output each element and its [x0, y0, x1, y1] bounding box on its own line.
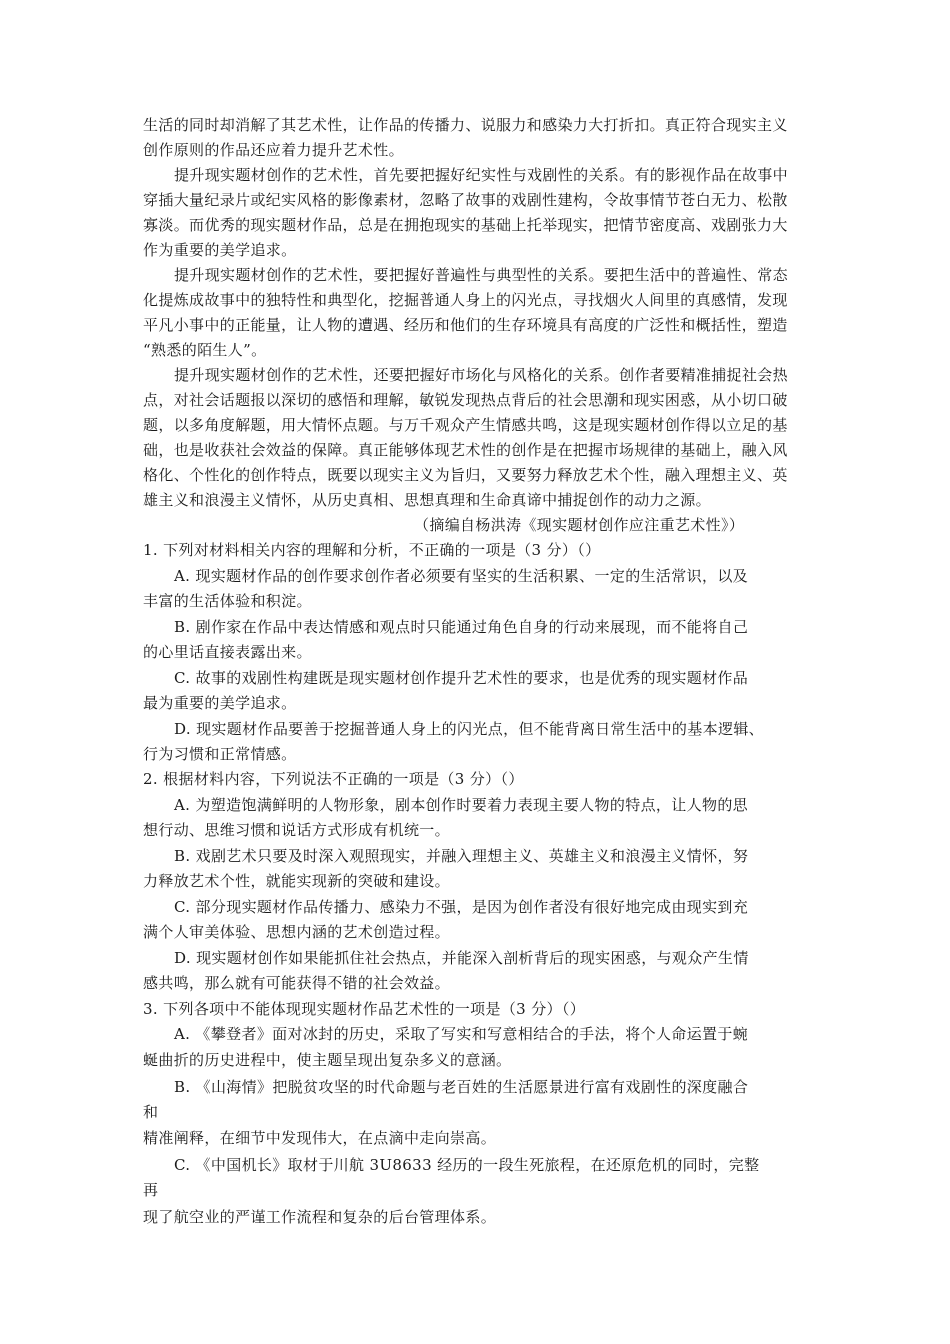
passage-line: 点，对社会话题报以深切的感悟和理解，敏锐发现热点背后的社会思潮和现实困惑，从小切口破	[143, 391, 788, 409]
question-3-option-a-cont: 蜒曲折的历史进程中，使主题呈现出复杂多义的意涵。	[143, 1051, 512, 1069]
question-2-option-c-cont: 满个人审美体验、思想内涵的艺术创造过程。	[143, 923, 451, 941]
passage-line: 化提炼成故事中的独特性和典型化，挖掘普通人身上的闪光点，寻找烟火人间里的真感情，发现	[143, 291, 788, 309]
question-2-option-a: A. 为塑造饱满鲜明的人物形象，剧本创作时要着力表现主要人物的特点，让人物的思	[174, 796, 749, 814]
passage-line: 生活的同时却消解了其艺术性，让作品的传播力、说服力和感染力大打折扣。真正符合现实主义	[143, 116, 788, 134]
question-3-option-b: B. 《山海情》把脱贫攻坚的时代命题与老百姓的生活愿景进行富有戏剧性的深度融合	[174, 1078, 749, 1096]
question-1-option-c: C. 故事的戏剧性构建既是现实题材创作提升艺术性的要求，也是优秀的现实题材作品	[174, 669, 749, 687]
question-2-option-b-cont: 力释放艺术个性，就能实现新的突破和建设。	[143, 872, 451, 890]
question-2-stem: 2. 根据材料内容，下列说法不正确的一项是（3 分）（）	[143, 770, 524, 788]
question-3-option-c: C. 《中国机长》取材于川航 3U8633 经历的一段生死旅程，在还原危机的同时，完整	[174, 1156, 760, 1174]
question-1-option-b: B. 剧作家在作品中表达情感和观点时只能通过角色自身的行动来展现，而不能将自己	[174, 618, 749, 636]
passage-line: 础，也是收获社会效益的保障。真正能够体现艺术性的创作是在把握市场规律的基础上，融入风	[143, 441, 788, 459]
source-citation: （摘编自杨洪涛《现实题材创作应注重艺术性》）	[414, 516, 745, 534]
question-3-option-c-wrap: 再	[143, 1181, 159, 1199]
passage-line: 平凡小事中的正能量，让人物的遭遇、经历和他们的生存环境具有高度的广泛性和概括性，塑造	[143, 316, 788, 334]
question-1-option-c-cont: 最为重要的美学追求。	[143, 694, 297, 712]
question-2-option-d-cont: 感共鸣，那么就有可能获得不错的社会效益。	[143, 974, 451, 992]
passage-line: 寡淡。而优秀的现实题材作品，总是在拥抱现实的基础上托举现实，把情节密度高、戏剧张力大	[143, 216, 788, 234]
question-2-option-b: B. 戏剧艺术只要及时深入观照现实，并融入理想主义、英雄主义和浪漫主义情怀，努	[174, 847, 749, 865]
question-1-option-a-cont: 丰富的生活体验和积淀。	[143, 592, 312, 610]
question-1-option-d: D. 现实题材作品要善于挖掘普通人身上的闪光点，但不能背离日常生活中的基本逻辑、	[174, 720, 765, 738]
passage-line: 提升现实题材创作的艺术性，首先要把握好纪实性与戏剧性的关系。有的影视作品在故事中	[174, 166, 789, 184]
question-3-option-a: A. 《攀登者》面对冰封的历史，采取了写实和写意相结合的手法，将个人命运置于蜿	[174, 1025, 749, 1043]
passage-line: 提升现实题材创作的艺术性，还要把握好市场化与风格化的关系。创作者要精准捕捉社会热	[174, 366, 789, 384]
question-3-option-c-cont: 现了航空业的严谨工作流程和复杂的后台管理体系。	[143, 1208, 497, 1226]
question-1-option-d-cont: 行为习惯和正常情感。	[143, 745, 297, 763]
passage-line: 格化、个性化的创作特点，既要以现实主义为旨归，又要努力释放艺术个性，融入理想主义、英	[143, 466, 788, 484]
question-1-option-b-cont: 的心里话直接表露出来。	[143, 643, 312, 661]
passage-line: 题，以多角度解题，用大情怀点题。与万千观众产生情感共鸣，这是现实题材创作得以立足的基	[143, 416, 788, 434]
question-1-option-a: A. 现实题材作品的创作要求创作者必须要有坚实的生活积累、一定的生活常识，以及	[174, 567, 749, 585]
question-2-option-c: C. 部分现实题材作品传播力、感染力不强，是因为创作者没有很好地完成由现实到充	[174, 898, 749, 916]
question-3-option-b-wrap: 和	[143, 1103, 159, 1121]
question-1-stem: 1. 下列对材料相关内容的理解和分析，不正确的一项是（3 分）（）	[143, 541, 601, 559]
question-2-option-a-cont: 想行动、思维习惯和说话方式形成有机统一。	[143, 821, 451, 839]
question-3-option-b-cont: 精准阐释，在细节中发现伟大，在点滴中走向崇高。	[143, 1129, 497, 1147]
question-3-stem: 3. 下列各项中不能体现现实题材作品艺术性的一项是（3 分）（）	[143, 1000, 586, 1018]
passage-line: 提升现实题材创作的艺术性，要把握好普遍性与典型性的关系。要把生活中的普遍性、常态	[174, 266, 789, 284]
question-2-option-d: D. 现实题材创作如果能抓住社会热点，并能深入剖析背后的现实困惑，与观众产生情	[174, 949, 749, 967]
passage-line: 作为重要的美学追求。	[143, 241, 297, 259]
passage-line: “熟悉的陌生人”。	[143, 341, 267, 359]
passage-line: 穿插大量纪录片或纪实风格的影像素材，忽略了故事的戏剧性建构，令故事情节苍白无力、松散	[143, 191, 788, 209]
passage-line: 创作原则的作品还应着力提升艺术性。	[143, 141, 404, 159]
passage-line: 雄主义和浪漫主义情怀，从历史真相、思想真理和生命真谛中捕捉创作的动力之源。	[143, 491, 711, 509]
